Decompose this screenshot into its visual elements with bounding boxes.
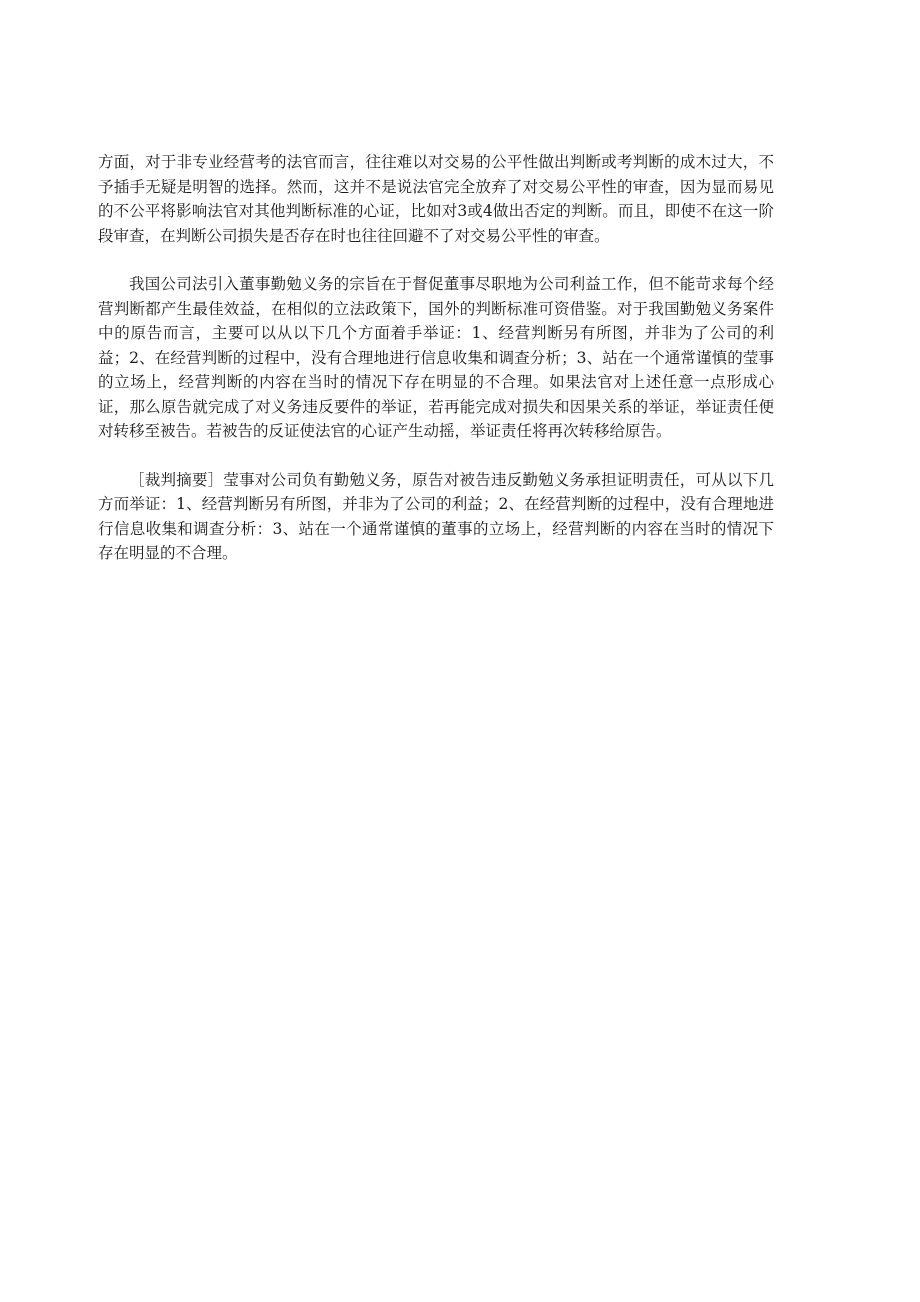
- paragraph-diligence-duty: 我国公司法引入董事勤勉义务的宗旨在于督促董事尽职地为公司利益工作，但不能苛求每个经营判断都产生最佳效益，在相似的立法政策下，国外的判断标准可资借鉴。对于我国勤勉义务案件中的原告而言，主要可以从以下几个方面着手举证：1、经营判断另有所图，并非为了公司的利益；2、在经营判断的过程中，没有合理地进行信息收集和调查分析；3、站在一个通常谨慎的莹事的立场上，经营判断的内容在当时的情况下存在明显的不合理。如果法官对上述任意一点形成心证，那么原告就完成了对义务违反要件的举证，若再能完成对损失和因果关系的举证，举证责任便对转移至被告。若被告的反证使法官的心证产生动摇，举证责任将再次转移给原告。: [98, 275, 774, 440]
- paragraph-continuation: 方面，对于非专业经营考的法官而言，往往难以对交易的公平性做出判断或考判断的成木过大，不予插手无疑是明智的选择。然而，这并不是说法官完全放弃了对交易公平性的审查，因为显而易见的不公平将影响法官对其他判断标准的心证，比如对3或4做出否定的判断。而且，即使不在这一阶段审查，在判断公司损失是否存在时也往往回避不了对交易公平性的审查。: [98, 153, 774, 245]
- paragraph-judgment-summary: ［裁判摘要］莹事对公司负有勤勉义务，原告对被告违反勤勉义务承担证明责任，可从以下几方而举证：1、经营判断另有所图，并非为了公司的利益；2、在经营判断的过程中，没有合理地进行信息收集和调查分析：3、站在一个通常谨慎的董事的立场上，经营判断的内容在当时的情况下存在明显的不合理。: [98, 470, 774, 562]
- document-body: [98, 150, 774, 590]
